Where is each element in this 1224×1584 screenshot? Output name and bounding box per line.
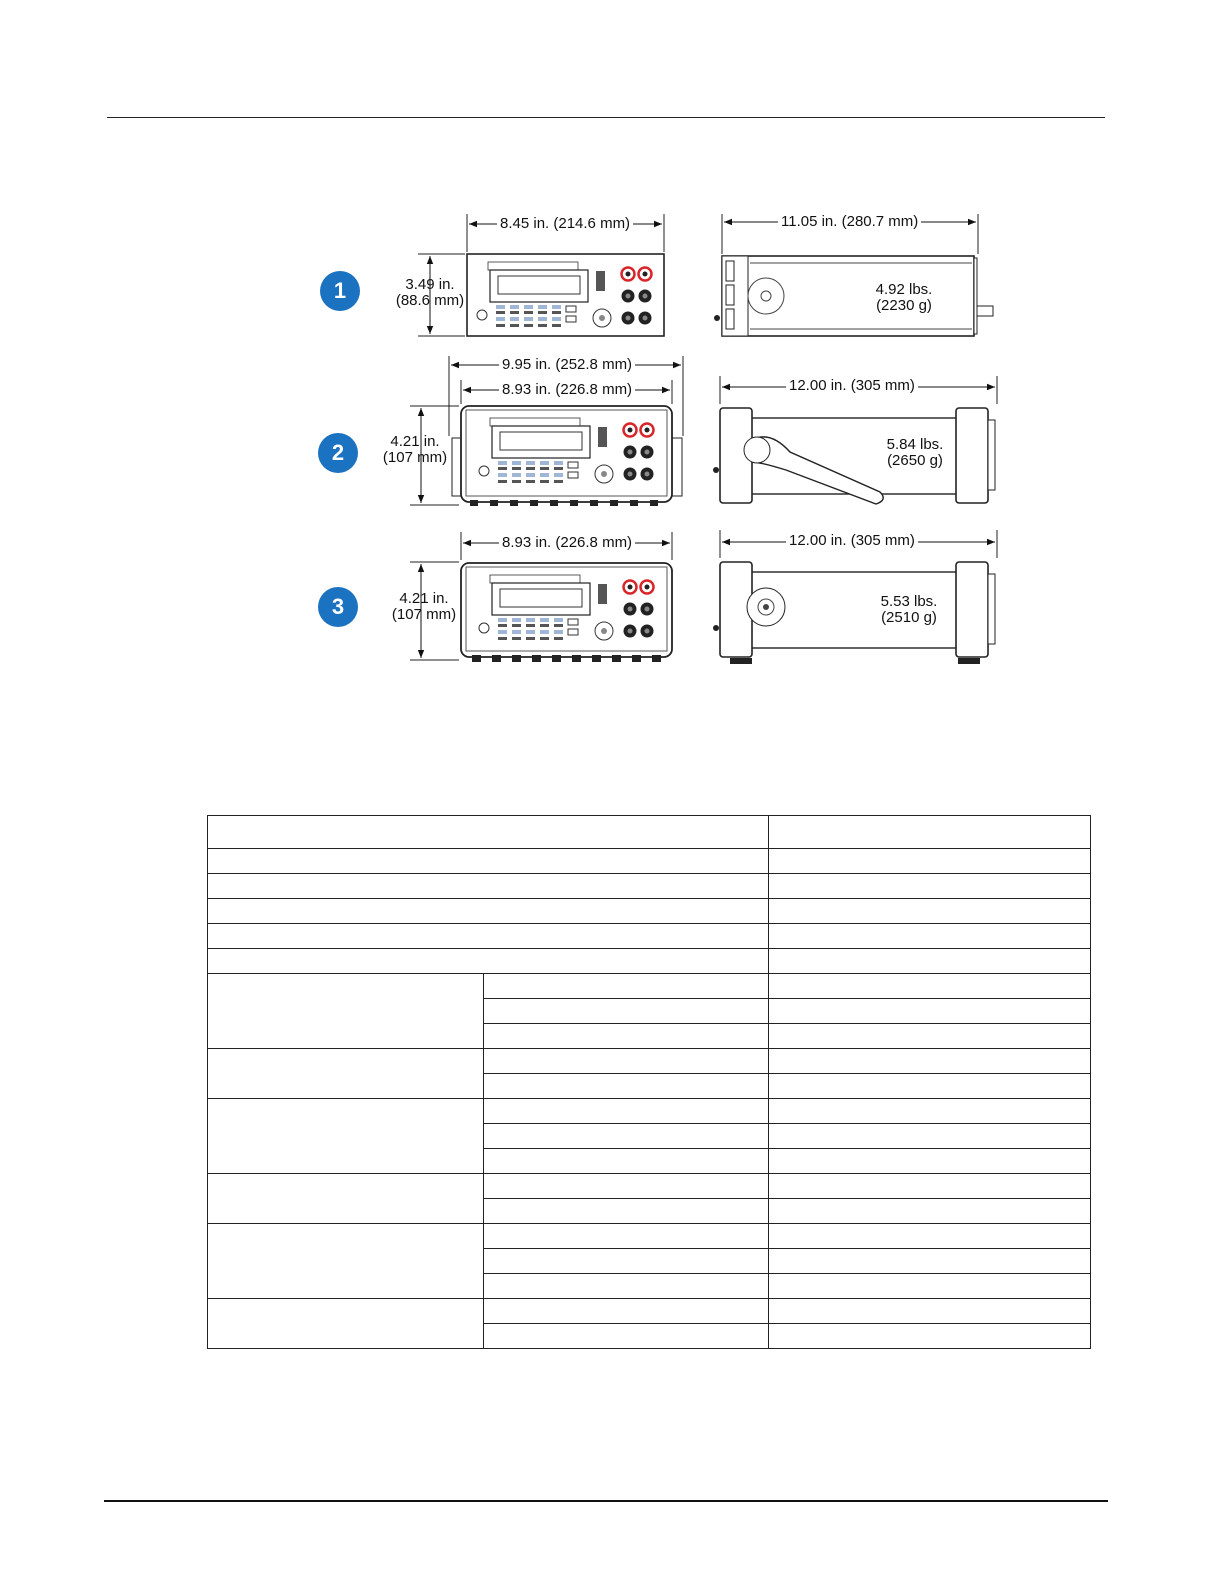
table-cell: [769, 1024, 1091, 1049]
model-1-side-view: [714, 214, 993, 336]
table-cell: [208, 924, 769, 949]
model-3-side-view: [713, 530, 997, 664]
table-cell: [484, 1274, 769, 1299]
table-cell: [769, 1124, 1091, 1149]
model-3-height-in-label: 4.21 in.: [399, 590, 449, 607]
table-cell: [769, 1224, 1091, 1249]
table-cell: [484, 1224, 769, 1249]
model-2-height-in-label: 4.21 in.: [390, 433, 440, 450]
table-group-cell: [208, 1174, 484, 1224]
table-group-cell: [208, 1299, 484, 1349]
table-cell: [769, 1324, 1091, 1349]
model-2-depth-label: 12.00 in. (305 mm): [786, 378, 918, 394]
model-1-front-view: [418, 214, 664, 336]
model-1-badge: 1: [320, 271, 360, 311]
table-cell: [769, 1299, 1091, 1324]
table-cell: [484, 1299, 769, 1324]
model-2-front-width-outer-label: 9.95 in. (252.8 mm): [499, 357, 635, 373]
table-cell: [484, 1324, 769, 1349]
table-cell: [769, 1074, 1091, 1099]
table-cell: [484, 1024, 769, 1049]
table-header-cell: [769, 816, 1091, 849]
table-cell: [769, 974, 1091, 999]
model-1-weight-g-label: (2230 g): [876, 297, 932, 314]
model-2-height-mm-label: (107 mm): [382, 449, 448, 466]
table-cell: [484, 1074, 769, 1099]
model-3-front-width-label: 8.93 in. (226.8 mm): [499, 535, 635, 551]
model-1-depth-label: 11.05 in. (280.7 mm): [778, 214, 921, 230]
table-cell: [208, 949, 769, 974]
table-cell: [769, 999, 1091, 1024]
model-2-front-view: [410, 356, 683, 506]
dimensions-figure: [0, 0, 1224, 700]
table-cell: [769, 1199, 1091, 1224]
table-cell: [769, 1174, 1091, 1199]
table-cell: [769, 1149, 1091, 1174]
table-cell: [769, 874, 1091, 899]
table-cell: [769, 1274, 1091, 1299]
model-1-height-in-label: 3.49 in.: [405, 276, 455, 293]
model-2-badge: 2: [318, 433, 358, 473]
table-cell: [484, 1049, 769, 1074]
table-group-cell: [208, 1099, 484, 1174]
table-cell: [484, 999, 769, 1024]
table-cell: [484, 1174, 769, 1199]
footer-rule: [104, 1500, 1108, 1502]
model-3-badge: 3: [318, 587, 358, 627]
table-group-cell: [208, 974, 484, 1049]
table-cell: [484, 1099, 769, 1124]
table-cell: [484, 974, 769, 999]
model-1-height-mm-label: (88.6 mm): [395, 292, 465, 309]
table-cell: [769, 924, 1091, 949]
table-cell: [769, 899, 1091, 924]
table-cell: [769, 1099, 1091, 1124]
table-cell: [769, 849, 1091, 874]
table-cell: [484, 1149, 769, 1174]
model-1-weight-lbs-label: 4.92 lbs.: [875, 281, 933, 298]
model-2-weight-g-label: (2650 g): [887, 452, 943, 469]
table-group-cell: [208, 1224, 484, 1299]
model-3-weight-g-label: (2510 g): [881, 609, 937, 626]
table-cell: [208, 899, 769, 924]
model-2-front-width-inner-label: 8.93 in. (226.8 mm): [499, 382, 635, 398]
model-3-depth-label: 12.00 in. (305 mm): [786, 533, 918, 549]
table-header-cell: [208, 816, 769, 849]
model-3-height-mm-label: (107 mm): [391, 606, 457, 623]
model-1-front-width-label: 8.45 in. (214.6 mm): [497, 216, 633, 232]
model-3-weight-lbs-label: 5.53 lbs.: [880, 593, 938, 610]
table-cell: [208, 849, 769, 874]
table-cell: [484, 1199, 769, 1224]
table-cell: [484, 1249, 769, 1274]
table-group-cell: [208, 1049, 484, 1099]
model-2-weight-lbs-label: 5.84 lbs.: [886, 436, 944, 453]
table-cell: [769, 1049, 1091, 1074]
table-cell: [769, 1249, 1091, 1274]
specifications-table: [207, 815, 1091, 1349]
table-cell: [484, 1124, 769, 1149]
table-cell: [208, 874, 769, 899]
table-cell: [769, 949, 1091, 974]
